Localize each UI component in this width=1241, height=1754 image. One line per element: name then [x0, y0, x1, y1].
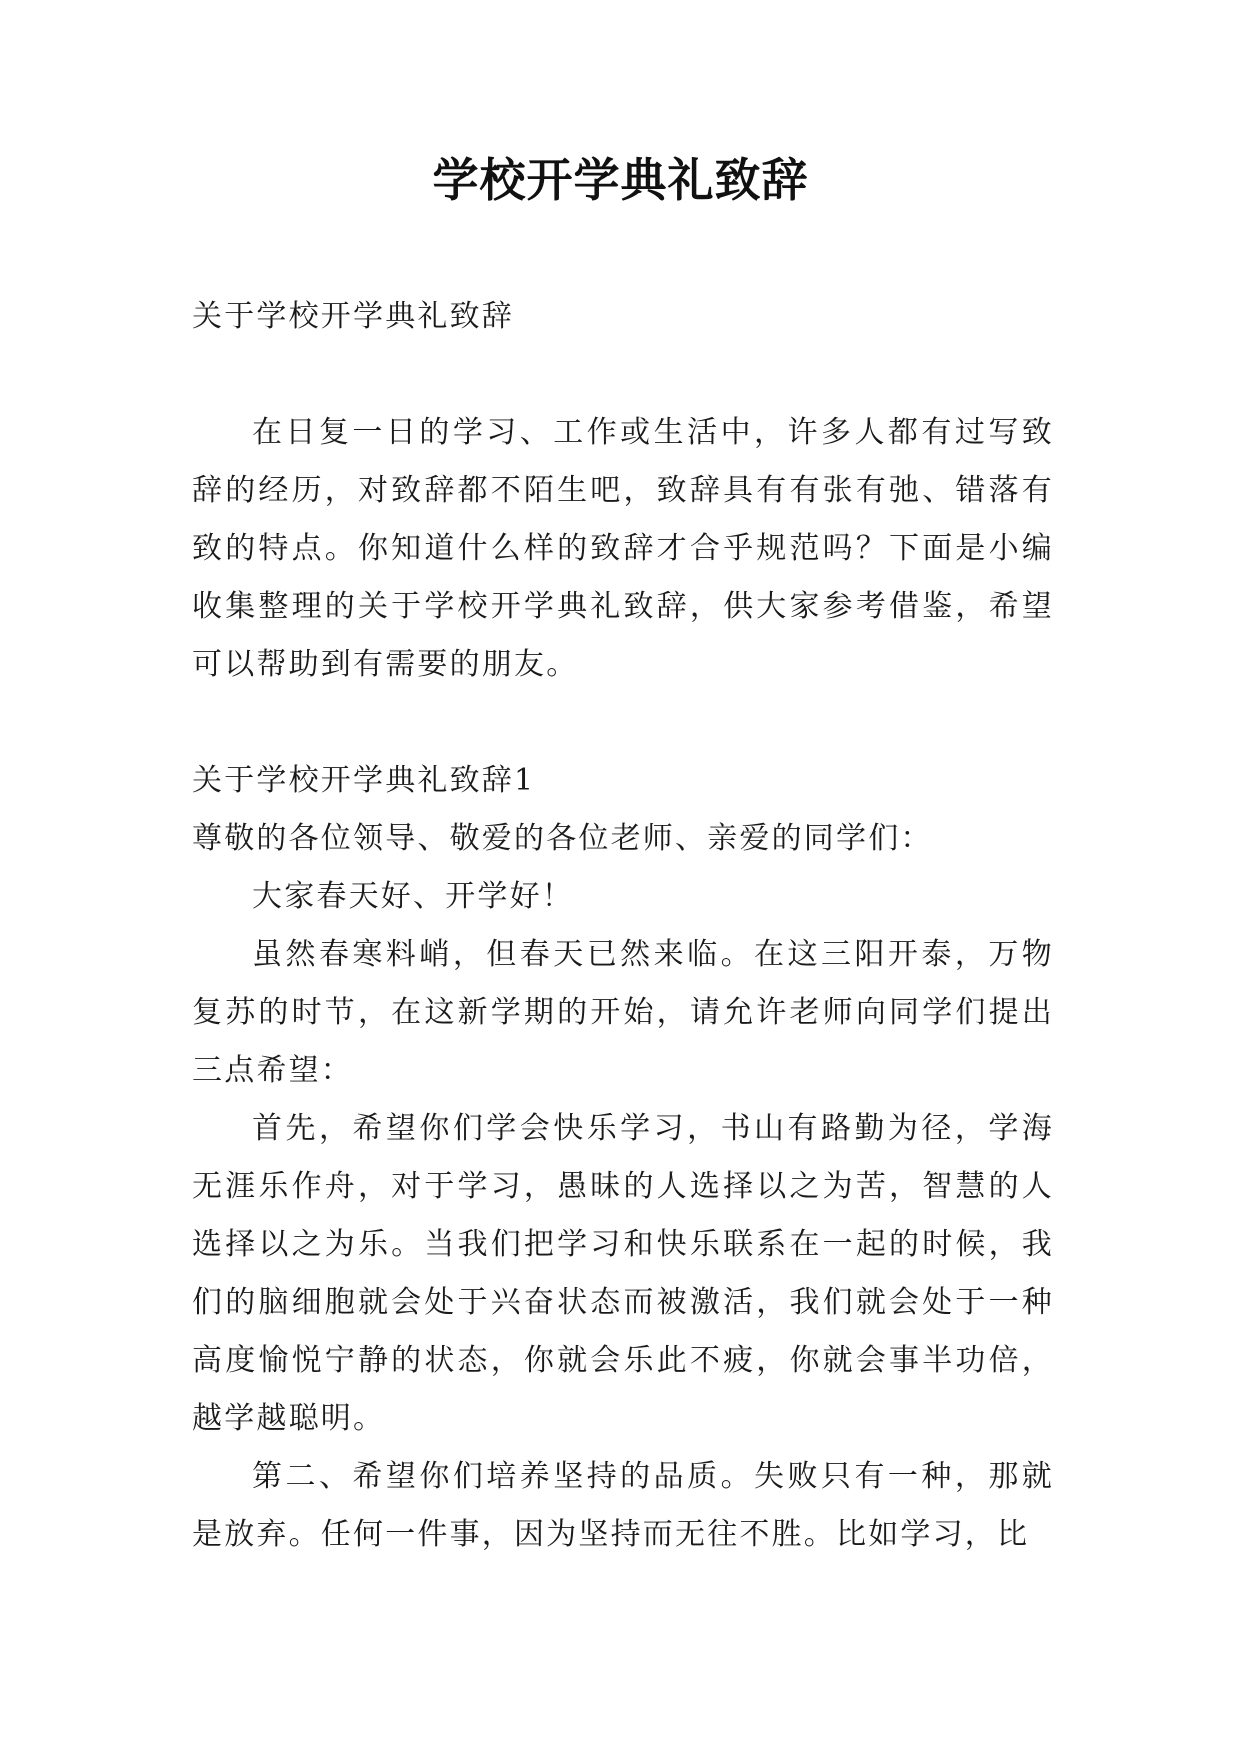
body-paragraph: 大家春天好、开学好！	[252, 879, 574, 914]
body-paragraph: 虽然春寒料峭，但春天已然来临。在这三阳开泰，万物复苏的时节，在这新学期的开始，请允许老师向同学们提出三点希望：	[192, 937, 1054, 1088]
body-paragraph: 首先，希望你们学会快乐学习，书山有路勤为径，学海无涯乐作舟，对于学习，愚昧的人选择以之为苦，智慧的人选择以之为乐。当我们把学习和快乐联系在一起的时候，我们的脑细胞就会处于兴奋状态而被激活，我们就会处于一种高度愉悦宁静的状态，你就会乐此不疲，你就会事半功倍，越学越聪明。	[192, 1111, 1054, 1436]
document-title: 学校开学典礼致辞	[432, 153, 809, 207]
salutation: 尊敬的各位领导、敬爱的各位老师、亲爱的同学们：	[192, 821, 933, 856]
intro-paragraph: 在日复一日的学习、工作或生活中，许多人都有过写致辞的经历，对致辞都不陌生吧，致辞具有有张有弛、错落有致的特点。你知道什么样的致辞才合乎规范吗？下面是小编收集整理的关于学校开学典礼致辞，供大家参考借鉴，希望可以帮助到有需要的朋友。	[192, 415, 1054, 682]
section-heading: 关于学校开学典礼致辞1	[192, 763, 536, 798]
document-body	[192, 288, 1054, 1564]
document-subtitle: 关于学校开学典礼致辞	[192, 299, 514, 334]
body-paragraph: 第二、希望你们培养坚持的品质。失败只有一种，那就是放弃。任何一件事，因为坚持而无往不胜。比如学习，比	[192, 1459, 1054, 1552]
